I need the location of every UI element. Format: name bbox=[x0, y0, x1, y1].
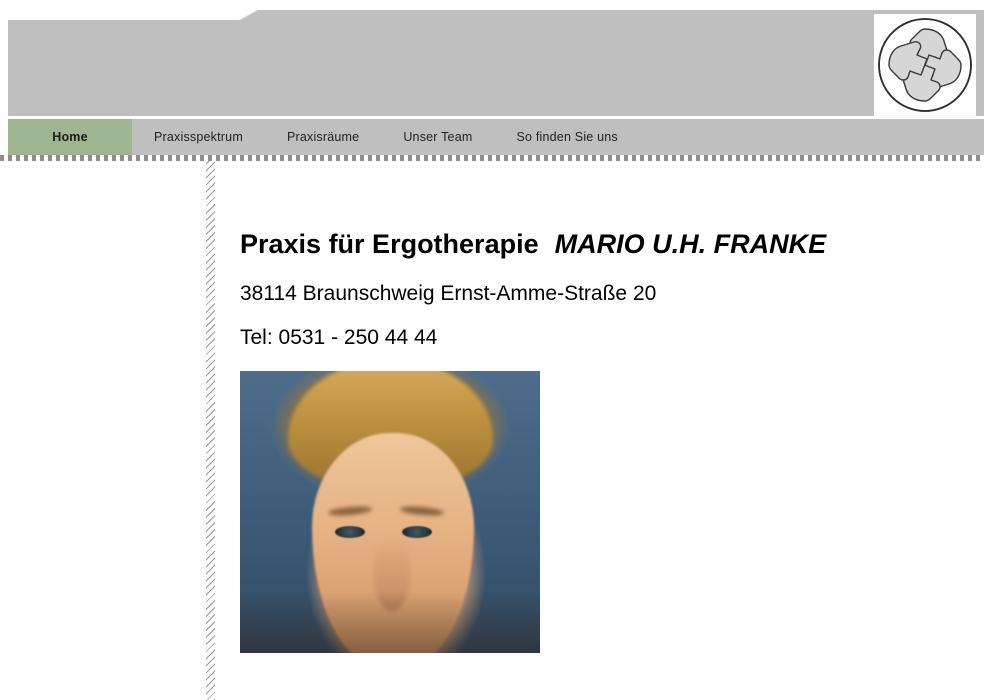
content-hatched-divider bbox=[206, 161, 215, 700]
nav-item-praxisraeume[interactable] bbox=[265, 119, 381, 155]
nav-item-unser-team[interactable] bbox=[381, 119, 494, 155]
portrait-photo bbox=[240, 371, 540, 653]
nav-item-praxisspektrum[interactable] bbox=[132, 119, 265, 155]
nav-item-so-finden-sie-uns[interactable] bbox=[494, 119, 639, 155]
portrait-eye-right bbox=[402, 526, 432, 538]
nav-item-praxisraeume-label: Praxisräume bbox=[286, 130, 360, 144]
practice-address: 38114 Braunschweig Ernst-Amme-Straße 20 bbox=[240, 282, 657, 305]
header-top-strip bbox=[0, 0, 984, 10]
nav-item-praxisspektrum-label: Praxisspektrum bbox=[154, 130, 243, 144]
nav-item-home-label: Home bbox=[52, 130, 88, 144]
page-title-regular: Praxis für Ergotherapie bbox=[240, 229, 539, 259]
site-logo bbox=[874, 14, 976, 116]
portrait-eye-left bbox=[335, 526, 365, 538]
portrait-photo-image bbox=[240, 371, 540, 653]
header-grey-band bbox=[8, 20, 984, 116]
nav-item-home[interactable] bbox=[8, 119, 132, 155]
nav-item-so-finden-sie-uns-label: So finden Sie uns bbox=[516, 130, 618, 144]
practice-phone: Tel: 0531 - 250 44 44 bbox=[240, 326, 438, 349]
content-body bbox=[240, 161, 970, 653]
page-title-name: MARIO U.H. FRANKE bbox=[554, 229, 827, 259]
main-content bbox=[0, 161, 984, 700]
portrait-shadow bbox=[240, 591, 540, 653]
main-navigation bbox=[8, 119, 984, 155]
nav-item-unser-team-label: Unser Team bbox=[403, 130, 473, 144]
page-title bbox=[240, 161, 970, 262]
